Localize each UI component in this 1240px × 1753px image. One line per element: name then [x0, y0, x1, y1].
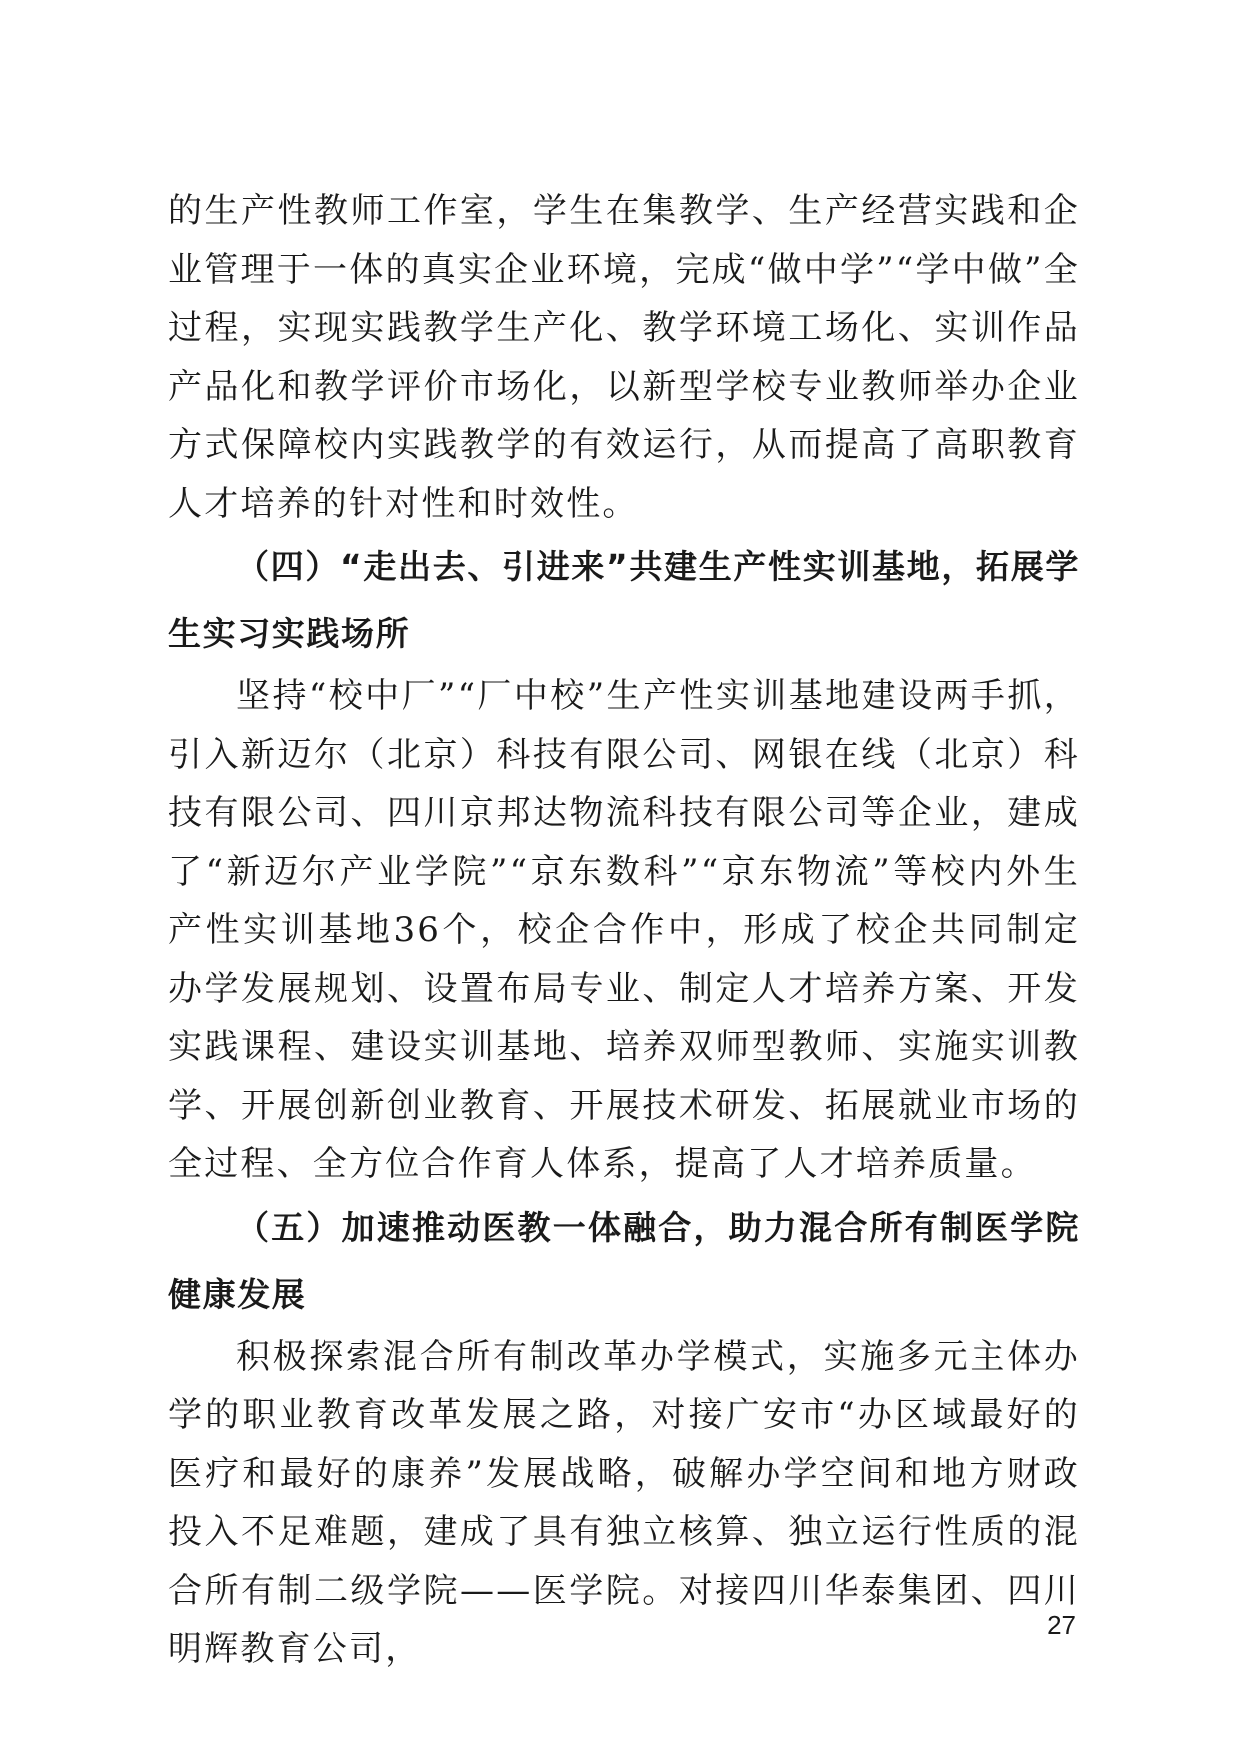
section-heading-5: （五）加速推动医教一体融合，助力混合所有制医学院健康发展: [168, 1207, 1080, 1314]
page-number: 27: [1047, 1610, 1076, 1640]
paragraph-continuation: 的生产性教师工作室，学生在集教学、生产经营实践和企业管理于一体的真实企业环境，完成“做中学”“学中做”全过程，实现实践教学生产化、教学环境工场化、实训作品产品化和教学评价市场化，以新型学校专业教师举办企业方式保障校内实践教学的有效运行，从而提高了高职教育人才培养的针对性和时效性。: [168, 191, 1080, 524]
paragraph-training-bases: 坚持“校中厂”“厂中校”生产性实训基地建设两手抓，引入新迈尔（北京）科技有限公司、网银在线（北京）科技有限公司、四川京邦达物流科技有限公司等企业，建成了“新迈尔产业学院”“京东数科”“京东物流”等校内外生产性实训基地36个，校企合作中，形成了校企共同制定办学发展规划、设置布局专业、制定人才培养方案、开发实践课程、建设实训基地、培养双师型教师、实施实训教学、开展创新创业教育、开展技术研发、拓展就业市场的全过程、全方位合作育人体系，提高了人才培养质量。: [168, 676, 1080, 1184]
section-heading-4: （四）“走出去、引进来”共建生产性实训基地，拓展学生实习实践场所: [168, 547, 1080, 653]
document-body: [168, 182, 1080, 1679]
paragraph-medical-college: 积极探索混合所有制改革办学模式，实施多元主体办学的职业教育改革发展之路，对接广安市“办区域最好的医疗和最好的康养”发展战略，破解办学空间和地方财政投入不足难题，建成了具有独立核算、独立运行性质的混合所有制二级学院——医学院。对接四川华泰集团、四川明辉教育公司，: [168, 1336, 1080, 1669]
